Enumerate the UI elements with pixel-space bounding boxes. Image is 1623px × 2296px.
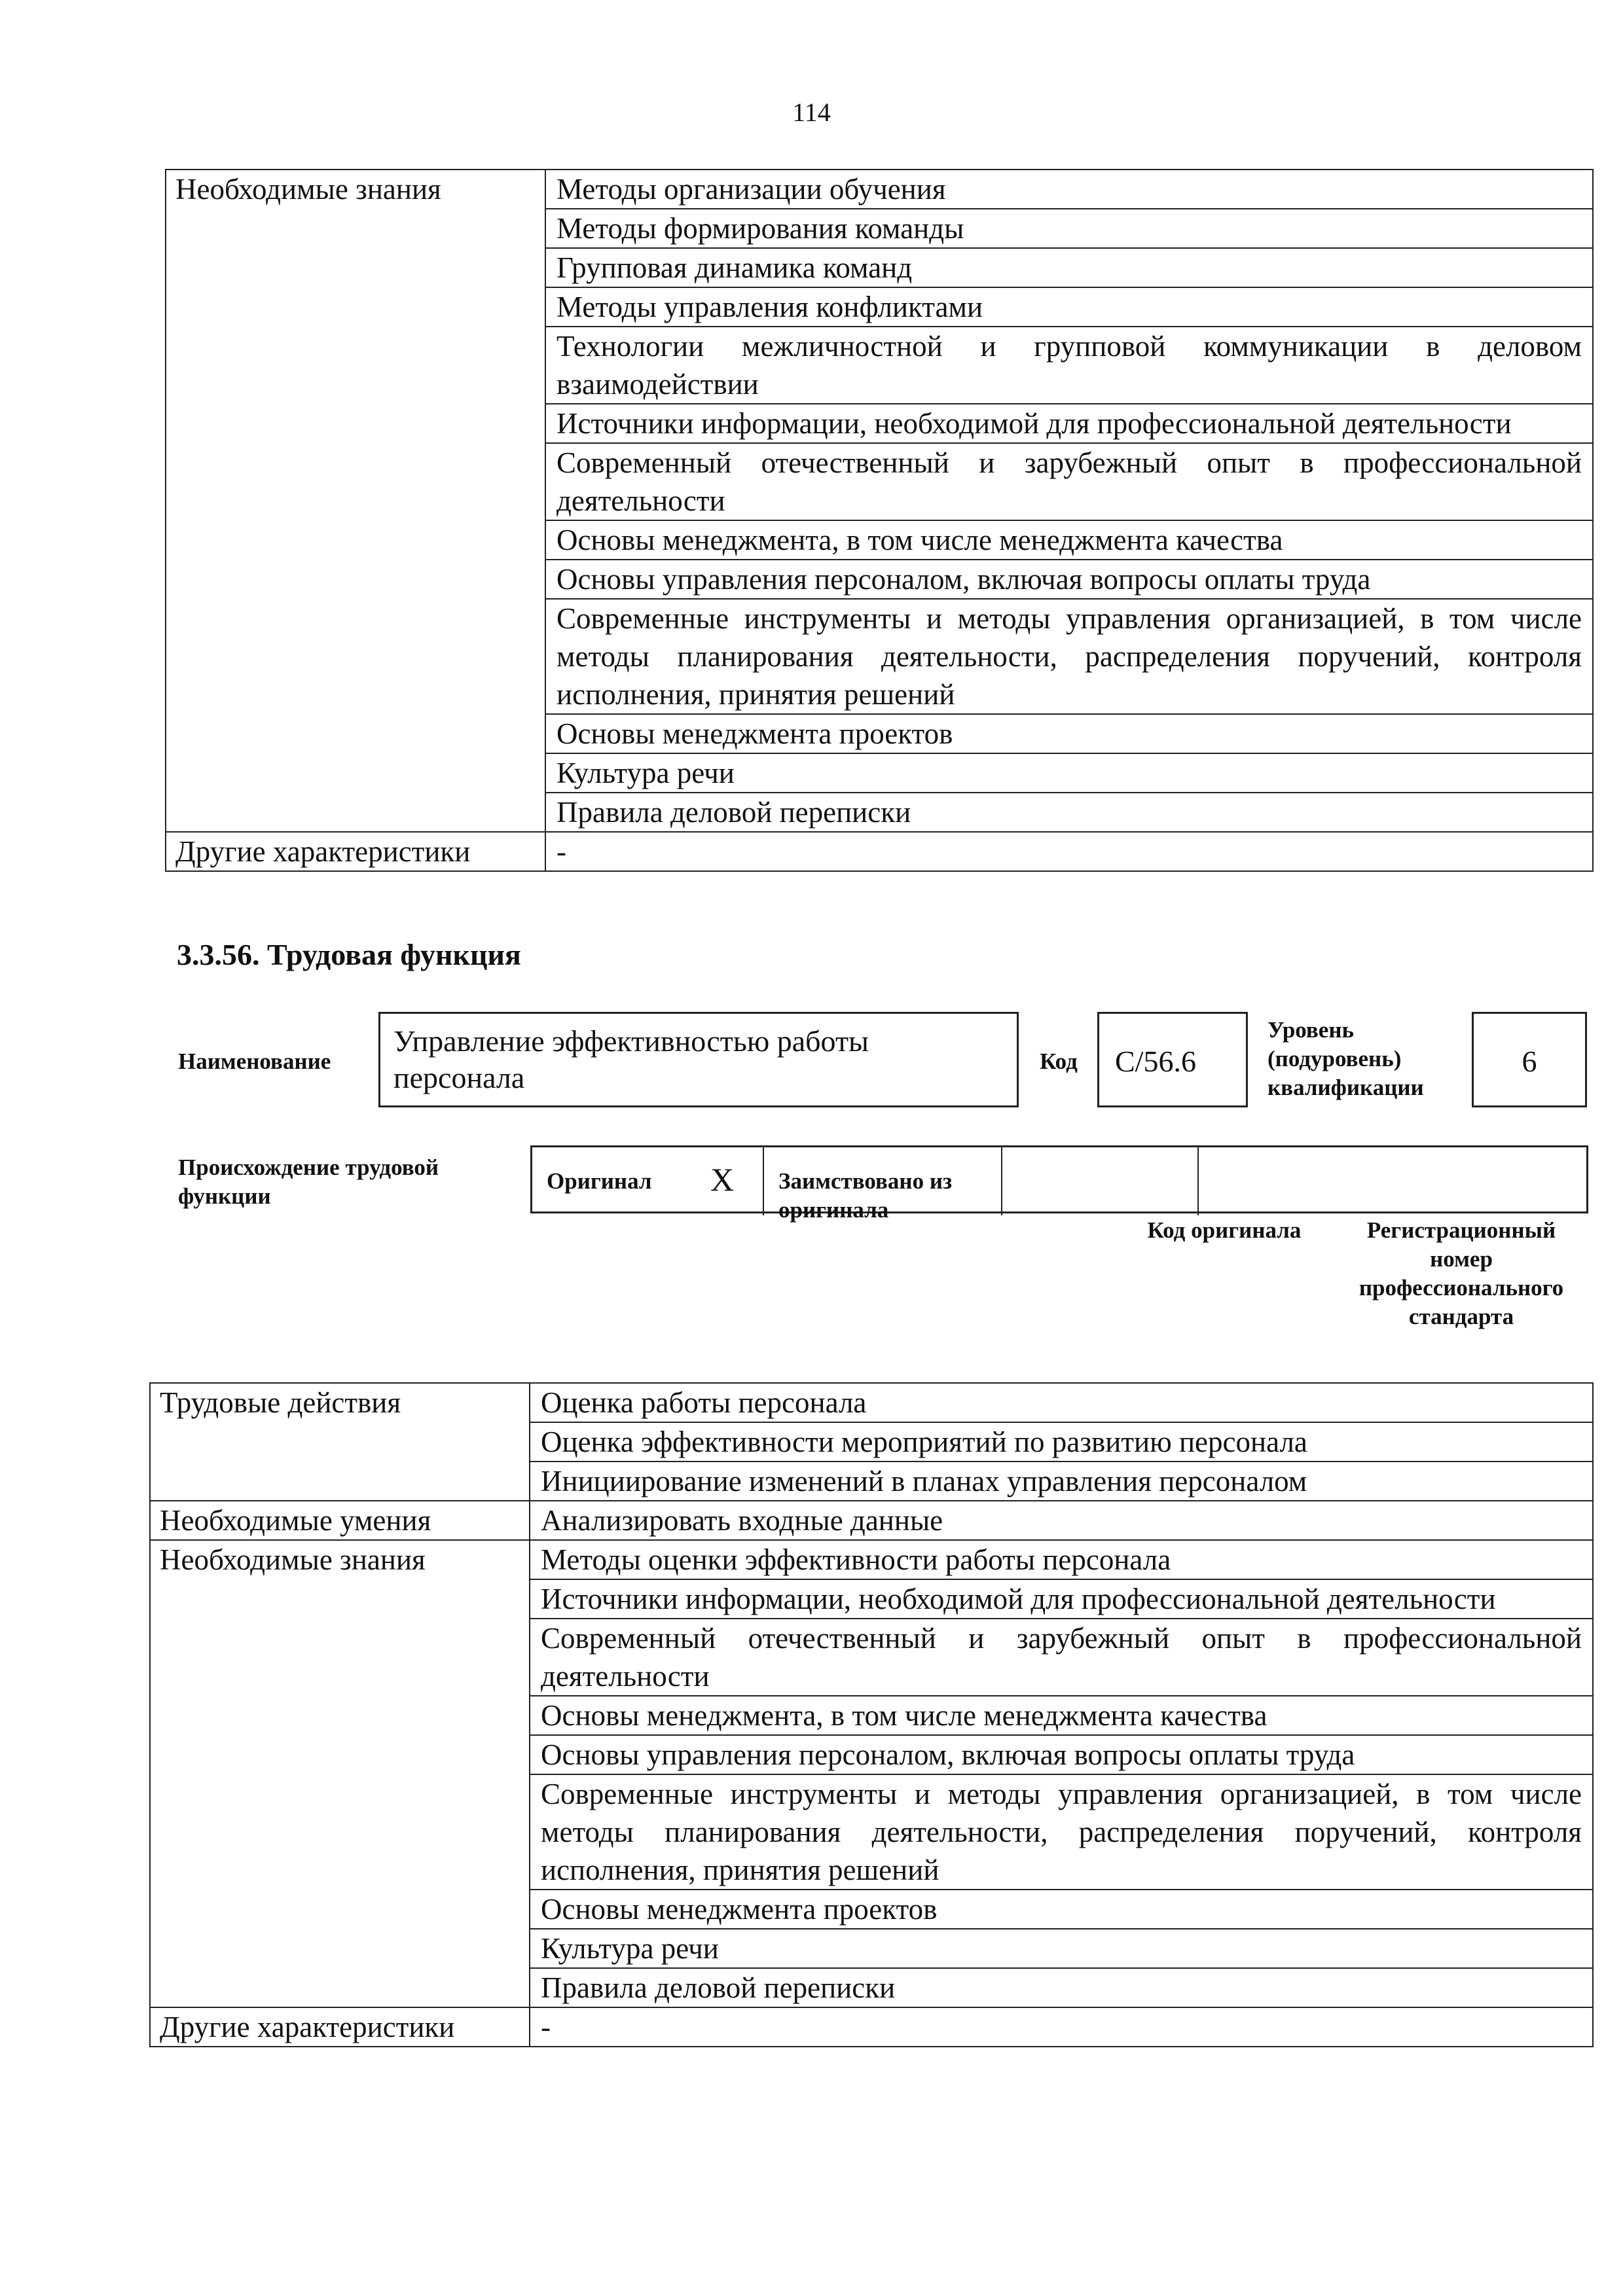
function-name-value: Управление эффективностью работы персонала <box>393 1024 869 1094</box>
origin-borrowed-label: Заимствовано из оригинала <box>778 1168 953 1223</box>
list-item: Методы формирования команды <box>545 209 1593 248</box>
row-label: Необходимые умения <box>150 1501 530 1540</box>
list-item: Методы управления конфликтами <box>545 287 1593 327</box>
function-details-table <box>149 1382 1594 2047</box>
list-item: - <box>545 832 1593 871</box>
level-label: Уровень (подуровень) квалификации <box>1267 1017 1424 1100</box>
list-item: Современный отечественный и зарубежный опыт в профессиональной деятельности <box>545 443 1593 520</box>
list-item: Правила деловой переписки <box>530 1968 1593 2007</box>
list-item: Современные инструменты и методы управления организацией, в том числе методы планирования деятельности, распределения поручений, контроля исполнения, принятия решений <box>545 599 1593 714</box>
origin-code-caption: Код оригинала <box>1147 1217 1302 1243</box>
table-row <box>166 170 1593 209</box>
knowledge-table-body <box>166 170 1593 871</box>
row-label: Необходимые знания <box>150 1540 530 2007</box>
list-item: Технологии межличностной и групповой коммуникации в деловом взаимодействии <box>545 327 1593 404</box>
list-item: Методы оценки эффективности работы персонала <box>530 1540 1593 1579</box>
origin-original-cell <box>532 1147 764 1215</box>
list-item: Основы менеджмента проектов <box>530 1890 1593 1929</box>
origin-code-cell <box>1002 1147 1199 1215</box>
list-item: Инициирование изменений в планах управления персоналом <box>530 1462 1593 1501</box>
list-item: Основы управления персоналом, включая вопросы оплаты труда <box>530 1735 1593 1774</box>
code-box <box>1097 1012 1248 1107</box>
code-label: Код <box>1040 1049 1078 1074</box>
list-item: Культура речи <box>530 1929 1593 1968</box>
row-label: Другие характеристики <box>166 832 545 871</box>
origin-reg-cell <box>1199 1147 1590 1215</box>
list-item: Основы менеджмента проектов <box>545 714 1593 753</box>
function-name-box <box>378 1012 1019 1107</box>
origin-borrowed-cell <box>764 1147 1002 1223</box>
page-number: 114 <box>792 98 831 127</box>
section-heading: 3.3.56. Трудовая функция <box>177 938 521 971</box>
name-label: Наименование <box>178 1049 331 1074</box>
list-item: Групповая динамика команд <box>545 248 1593 287</box>
level-value: 6 <box>1522 1045 1537 1078</box>
table-row <box>150 2007 1593 2047</box>
table-row <box>150 1540 1593 1579</box>
list-item: - <box>530 2007 1593 2047</box>
list-item: Культура речи <box>545 753 1593 793</box>
row-label: Необходимые знания <box>166 170 545 832</box>
list-item: Современные инструменты и методы управления организацией, в том числе методы планирования деятельности, распределения поручений, контроля исполнения, принятия решений <box>530 1774 1593 1890</box>
origin-label: Происхождение трудовой функции <box>178 1155 439 1209</box>
list-item: Оценка работы персонала <box>530 1383 1593 1422</box>
origin-original-label: Оригинал <box>547 1168 652 1194</box>
origin-reg-caption: Регистрационный номер профессионального стандарта <box>1359 1217 1564 1329</box>
origin-original-mark: X <box>710 1161 735 1198</box>
origin-row <box>530 1145 1588 1223</box>
table-row <box>166 832 1593 871</box>
code-value: C/56.6 <box>1115 1045 1196 1078</box>
row-label: Другие характеристики <box>150 2007 530 2047</box>
knowledge-table <box>165 169 1594 872</box>
list-item: Источники информации, необходимой для профессиональной деятельности <box>530 1579 1593 1619</box>
row-label: Трудовые действия <box>150 1383 530 1501</box>
list-item: Основы менеджмента, в том числе менеджмента качества <box>545 520 1593 560</box>
list-item: Современный отечественный и зарубежный опыт в профессиональной деятельности <box>530 1619 1593 1696</box>
list-item: Анализировать входные данные <box>530 1501 1593 1540</box>
list-item: Правила деловой переписки <box>545 793 1593 832</box>
list-item: Основы менеджмента, в том числе менеджмента качества <box>530 1696 1593 1735</box>
level-box <box>1472 1012 1587 1107</box>
list-item: Основы управления персоналом, включая вопросы оплаты труда <box>545 560 1593 599</box>
table-row <box>150 1501 1593 1540</box>
table-row <box>150 1383 1593 1422</box>
function-details-body <box>150 1383 1593 2047</box>
list-item: Методы организации обучения <box>545 170 1593 209</box>
list-item: Оценка эффективности мероприятий по развитию персонала <box>530 1422 1593 1462</box>
list-item: Источники информации, необходимой для профессиональной деятельности <box>545 404 1593 443</box>
